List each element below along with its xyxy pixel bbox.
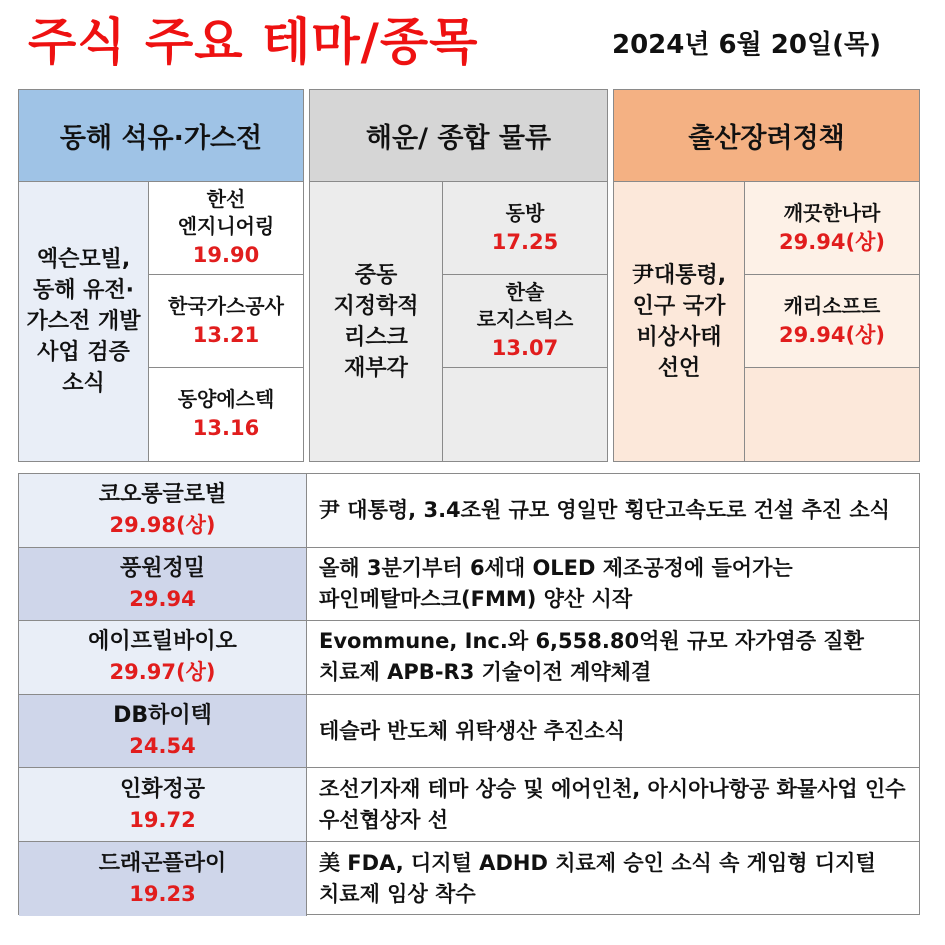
table-row — [19, 474, 919, 548]
news-stock-cell — [19, 548, 307, 621]
news-stock-cell — [19, 474, 307, 547]
stock-name: DB하이텍 — [113, 703, 212, 729]
stock-rate: 13.07 — [491, 336, 559, 360]
stock-rate: 19.90 — [192, 243, 260, 267]
news-description: Evommune, Inc.와 6,558.80억원 규모 자가염증 질환 치료제 APB-R3 기술이전 계약체결 — [319, 629, 864, 685]
stock-rate: 17.25 — [491, 229, 559, 254]
theme-title: 출산장려정책 — [614, 90, 919, 182]
report-date: 2024년 6월 20일(목) — [612, 30, 881, 60]
page-title: 주식 주요 테마/종목 — [28, 13, 479, 71]
theme-description: 尹대통령, 인구 국가 비상사태 선언 — [614, 182, 745, 461]
table-row — [19, 768, 919, 842]
theme-stock-cell — [745, 182, 919, 275]
news-description: 테슬라 반도체 위탁생산 추진소식 — [319, 718, 625, 743]
theme-description: 중동 지정학적 리스크 재부각 — [310, 182, 443, 461]
stock-news-table — [18, 473, 920, 915]
news-stock-cell — [19, 842, 307, 916]
stock-rate: 19.72 — [129, 807, 196, 832]
theme-title: 동해 석유·가스전 — [19, 90, 303, 182]
table-row — [19, 548, 919, 622]
stock-rate: 29.94(상) — [779, 229, 885, 254]
stock-name: 캐리소프트 — [783, 293, 881, 318]
stock-rate: 19.23 — [129, 881, 196, 906]
stock-rate: 29.94(상) — [779, 322, 885, 347]
stock-name: 코오롱글로벌 — [98, 482, 227, 508]
news-stock-cell — [19, 621, 307, 694]
theme-stock-cell — [745, 275, 919, 368]
news-description: 조선기자재 테마 상승 및 에어인천, 아시아나항공 화물사업 인수 우선협상자 선 — [319, 776, 906, 832]
theme-stock-list — [443, 182, 607, 461]
theme-panel-oil-gas — [18, 89, 304, 462]
theme-stock-cell-empty — [745, 368, 919, 461]
news-description: 尹 대통령, 3.4조원 규모 영일만 횡단고속도로 건설 추진 소식 — [319, 497, 890, 522]
stock-name: 한솔 로지스틱스 — [476, 280, 574, 331]
stock-rate: 24.54 — [129, 734, 196, 759]
stock-rate: 13.21 — [192, 322, 260, 347]
theme-stock-cell — [443, 182, 607, 275]
news-stock-cell — [19, 695, 307, 768]
theme-stock-list — [745, 182, 919, 461]
table-row — [19, 621, 919, 695]
theme-panel-birth-policy — [613, 89, 920, 462]
news-description: 美 FDA, 디지털 ADHD 치료제 승인 소식 속 게임형 디지털 치료제 임상 착수 — [319, 850, 876, 906]
news-description: 올해 3분기부터 6세대 OLED 제조공정에 들어가는 파인메탈마스크(FMM) 양산 시작 — [319, 555, 793, 611]
stock-rate: 29.94 — [129, 586, 196, 611]
stock-name: 한국가스공사 — [168, 293, 284, 318]
theme-stock-cell — [443, 275, 607, 368]
stock-name: 동양에스텍 — [177, 387, 275, 411]
theme-stock-list — [149, 182, 303, 461]
theme-description: 엑슨모빌, 동해 유전·가스전 개발 사업 검증 소식 — [19, 182, 149, 461]
stock-name: 드래곤플라이 — [98, 850, 227, 876]
stock-rate: 29.97(상) — [109, 660, 216, 685]
stock-name: 에이프릴바이오 — [88, 629, 237, 655]
theme-stock-cell — [149, 182, 303, 275]
stock-name: 풍원정밀 — [119, 555, 205, 581]
table-row — [19, 842, 919, 916]
theme-stock-cell — [149, 275, 303, 368]
stock-name: 한선 엔지니어링 — [177, 187, 275, 238]
stock-name: 인화정공 — [119, 776, 205, 802]
theme-panel-shipping — [309, 89, 608, 462]
theme-stock-cell-empty — [443, 368, 607, 461]
stock-rate: 13.16 — [192, 416, 260, 440]
stock-name: 동방 — [505, 200, 545, 225]
stock-rate: 29.98(상) — [109, 513, 216, 538]
stock-name: 깨끗한나라 — [783, 200, 881, 225]
news-stock-cell — [19, 768, 307, 841]
table-row — [19, 695, 919, 769]
theme-stock-cell — [149, 368, 303, 461]
theme-title: 해운/ 종합 물류 — [310, 90, 607, 182]
